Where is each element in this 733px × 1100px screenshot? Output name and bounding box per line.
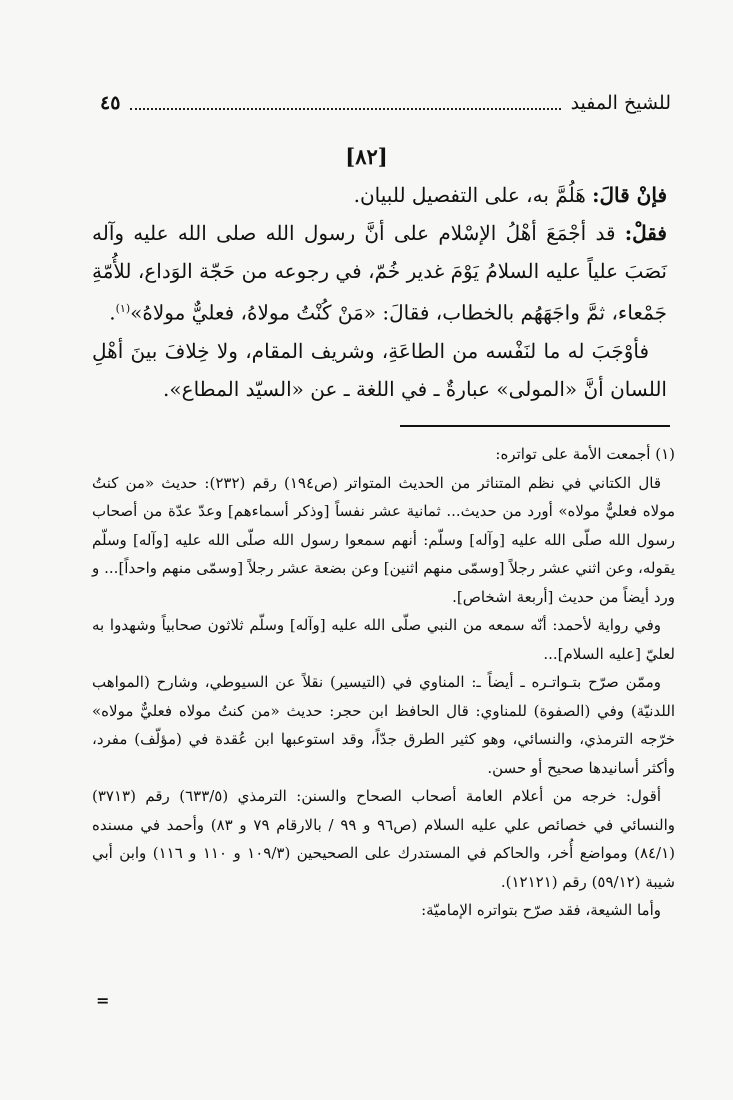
paragraph-1-lead: فإنْ قالَ: bbox=[592, 183, 667, 207]
footnote-ref: (١) bbox=[115, 302, 131, 315]
continuation-mark: = bbox=[96, 991, 110, 1010]
footnote-para-4: أقول: خرجه من أعلام العامة أصحاب الصحاح والسنن: الترمذي (٦٣٣/٥) رقم (٣٧١٣) والنسائي في خصائص علي عليه السلام (ص٩٦ و ٩٩ / بالارقام ٧٩ و ٨٣) وأحمد في مسنده (٨٤/١) ومواضع أُخر، والحاكم في المستدرك على الصحيحين (١٠٩/٣ و ١١٠ و ١١٦) وابن أبي شيبة (٥٩/١٢) رقم (١٢١٢١). bbox=[92, 787, 676, 891]
footnotes bbox=[92, 440, 675, 925]
running-title: للشيخ المفيد bbox=[570, 92, 671, 114]
footnote-para-2: وفي رواية لأحمد: أنّه سمعه من النبي صلّى الله عليه [وآله] وسلّم ثلاثون صحابياً وشهدوا به لعليّ [عليه السلام]... bbox=[92, 616, 675, 663]
paragraph-3: فأوْجَبَ له ما لنَفْسه من الطاعَةِ، وشريف المقام، ولا خِلافَ بينَ أهْلِ اللسان أنَّ «المولى» عبارةٌ ـ في اللغة ـ عن «السيّد المطاع». bbox=[92, 338, 667, 401]
leader-dots bbox=[130, 96, 560, 110]
paragraph-2-lead: فقلْ: bbox=[624, 221, 667, 245]
paragraph-1 bbox=[92, 176, 667, 214]
section-number: [٨٢] bbox=[345, 144, 388, 169]
footnote-para-3: وممّن صرّح بتـواتـره ـ أيضاً ـ: المناوي في (التيسير) نقلاً عن السيوطي، وشارح (المواهب اللدنيّة) وفي (الصفوة) للمناوي: قال الحافظ ابن حجر: حديث «من كنتُ مولاه فعليٌّ مولاه» خرّجه الترمذي، والنسائي، وهو كثير الطرق جدّاً، وقد استوعبها ابن عُقدة في (مؤلّف) مفرد، وأكثر أسانيدها صحيح أو حسن. bbox=[92, 673, 675, 777]
footnote-para-1: قال الكتاني في نظم المتناثر من الحديث المتواتر (ص١٩٤) رقم (٢٣٢): حديث «من كنتُ مولاه فعليٌّ مولاه» أورد من حديث... ثمانية عشر نفساً [وذكر أسماءهم] وعدّ عدّة من أصحاب رسول الله صلّى الله عليه [وآله] وسلّم: أنهم سمعوا رسول الله صلّى الله عليه [وآله] وسلّم يقوله، وعن اثني عشر رجلاً [وسمّى منهم اثنين] وعن بضعة عشر رجلاً [وسمّى منهم واحداً]... و ورد أيضاً من حديث [أربعة اشخاص]. bbox=[92, 473, 675, 606]
paragraph-1-text: هَلُمَّ به، على التفصيل للبيان. bbox=[353, 183, 586, 207]
paragraph-2 bbox=[92, 214, 667, 332]
page-number: ٤٥ bbox=[100, 92, 121, 114]
paragraph-2-end: . bbox=[109, 300, 116, 325]
footnote-heading: (١) أجمعت الأمة على تواتره: bbox=[495, 445, 675, 463]
paragraph-2-text: قد أجْمَعَ أهْلُ الإسْلام على أنَّ رسول الله صلى الله عليه وآله نَصَبَ علياً عليه السلامُ يَوْمَ غدير خُمّ، في رجوعه من حَجّة الوَداع، للأُمّةِ جَمْعاء، ثمَّ واجَهَهُم بالخطاب، فقالَ: «مَنْ كُنْتُ مولاهُ، فعليٌّ مولاهُ» bbox=[92, 221, 667, 325]
footnote-para-5: وأما الشيعة، فقد صرّح بتواتره الإماميّة: bbox=[421, 901, 661, 919]
footnote-separator bbox=[400, 425, 670, 427]
running-header bbox=[100, 92, 671, 114]
main-text bbox=[92, 176, 667, 408]
